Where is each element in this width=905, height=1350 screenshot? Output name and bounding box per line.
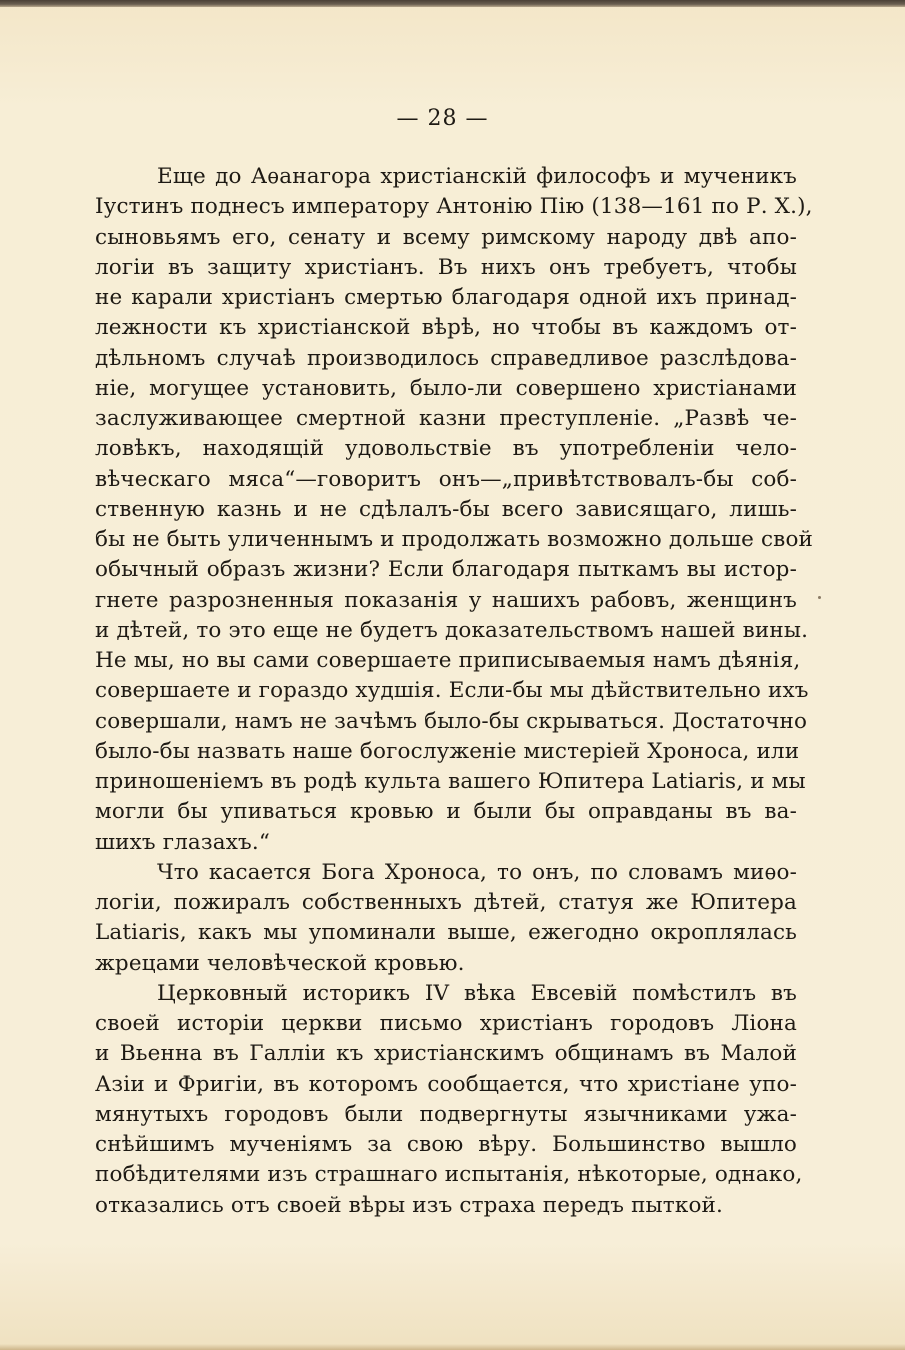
text-line: гнете разрозненныя показанія у нашихъ рабовъ, женщинъ (95, 587, 797, 613)
text-line: Іустинъ поднесъ императору Антонію Пію (138—161 по Р. Х.), (95, 194, 813, 220)
text-line: мянутыхъ городовъ были подвергнуты язычниками ужа- (95, 1101, 797, 1127)
text-line: Еще до Аѳанагора христіанскій философъ и мученикъ (157, 164, 797, 189)
text-line: дѣльномъ случаѣ производилось справедливое разслѣдова- (95, 345, 797, 371)
bottom-page-edge (0, 1344, 905, 1350)
text-line: и Вьенна въ Галліи къ христіанскимъ общинамъ въ Малой (95, 1041, 797, 1067)
text-line: побѣдителями изъ страшнаго испытанія, нѣкоторые, однако, (95, 1162, 803, 1188)
text-line: совершаете и гораздо худшія. Если-бы мы дѣйствительно ихъ (95, 678, 809, 704)
body-text (95, 162, 814, 1221)
paper-speck (818, 596, 821, 599)
page-number: — 28 — (396, 106, 489, 131)
text-line: отказались отъ своей вѣры изъ страха передъ пыткой. (95, 1192, 724, 1218)
text-line: шихъ глазахъ.“ (95, 829, 270, 855)
text-line: ственную казнь и не сдѣлалъ-бы всего зависящаго, лишь- (95, 496, 797, 522)
text-line: жрецами человѣческой кровью. (95, 950, 465, 976)
text-line: своей исторіи церкви письмо христіанъ городовъ Ліона (95, 1011, 797, 1036)
text-line: лежности къ христіанской вѣрѣ, но чтобы въ каждомъ от- (95, 315, 797, 341)
text-line: Не мы, но вы сами совершаете приписываемыя намъ дѣянія, (95, 648, 801, 673)
text-line: совершали, намъ не зачѣмъ было-бы скрываться. Достаточно (95, 708, 808, 734)
text-line: сыновьямъ его, сенату и всему римскому народу двѣ апо- (95, 224, 797, 250)
text-line: приношеніемъ въ родѣ культа вашего Юпитера Latiaris, и мы (95, 769, 806, 794)
text-line: логіи, пожиралъ собственныхъ дѣтей, статуя же Юпитера (95, 890, 797, 915)
text-line: Latiaris, какъ мы упоминали выше, ежегодно окроплялась (95, 920, 797, 946)
text-line: не карали христіанъ смертью благодаря одной ихъ принад- (95, 285, 797, 310)
text-line: и дѣтей, то это еще не будетъ доказательствомъ нашей вины. (95, 617, 809, 643)
text-line: ловѣкъ, находящій удовольствіе въ употребленіи чело- (95, 436, 797, 462)
text-line: могли бы упиваться кровью и были бы оправданы въ ва- (95, 799, 797, 825)
text-line: заслуживающее смертной казни преступленіе. „Развѣ че- (95, 406, 797, 431)
text-line: было-бы назвать наше богослуженіе мистеріей Хроноса, или (95, 738, 800, 764)
top-page-border (0, 0, 905, 7)
text-line: Церковный историкъ IV вѣка Евсевій помѣстилъ въ (157, 980, 797, 1006)
text-line: Что касается Бога Хроноса, то онъ, по словамъ миѳо- (157, 859, 797, 885)
text-line: Азіи и Фригіи, въ которомъ сообщается, что христіане упо- (95, 1071, 797, 1097)
text-line: обычный образъ жизни? Если благодаря пыткамъ вы истор- (95, 557, 797, 583)
text-line: снѣйшимъ мученіямъ за свою вѣру. Большинство вышло (95, 1132, 797, 1157)
text-line: вѣческаго мяса“—говоритъ онъ—„привѣтствовалъ-бы соб- (95, 466, 797, 492)
text-line: логіи въ защиту христіанъ. Въ нихъ онъ требуетъ, чтобы (95, 254, 797, 280)
text-line: ніе, могущее установить, было-ли совершено христіанами (95, 375, 797, 401)
text-line: бы не быть уличеннымъ и продолжать возможно дольше свой (95, 527, 814, 552)
